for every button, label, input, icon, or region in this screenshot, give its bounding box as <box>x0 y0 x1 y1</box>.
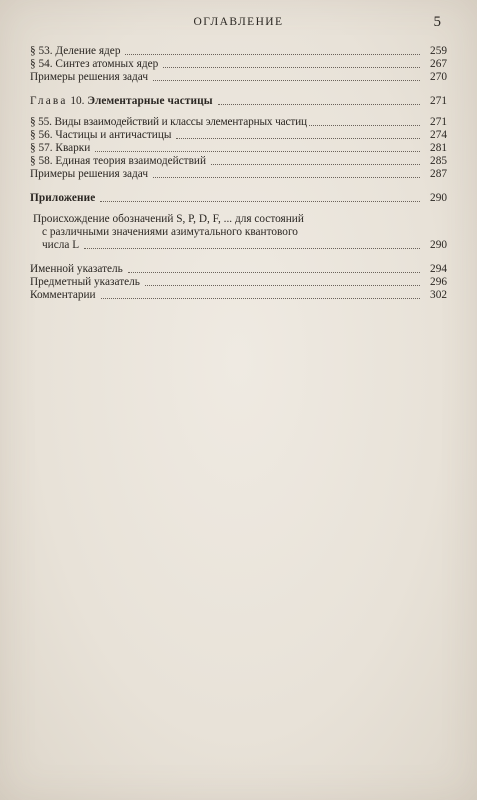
toc-comments <box>30 289 447 302</box>
toc-entry-page: 285 <box>430 155 447 167</box>
toc-entry-page: 294 <box>430 263 447 275</box>
appendix-heading: Приложение <box>30 192 96 204</box>
toc-appendix <box>30 192 447 205</box>
appendix-entry-line-2: с различными значениями азимутального квантового <box>42 226 298 238</box>
leader-dots <box>153 67 420 81</box>
toc-entry-label: Именной указатель <box>30 263 123 275</box>
leader-dots <box>309 112 420 126</box>
running-title: ОГЛАВЛЕНИЕ <box>193 16 284 28</box>
toc-entry-label: числа L <box>42 239 80 251</box>
toc-chapter-10 <box>30 95 447 108</box>
leader-dots <box>218 91 420 105</box>
toc-entry-label: Комментарии <box>30 289 96 301</box>
leader-dots <box>211 151 420 165</box>
toc-entry-page: 267 <box>430 58 447 70</box>
toc-entry-label: Примеры решения задач <box>30 71 149 83</box>
leader-dots <box>153 164 420 178</box>
appendix-entry-line-3 <box>30 239 447 252</box>
toc-entry-page: 274 <box>430 129 447 141</box>
toc-entry-label: § 54. Синтез атомных ядер <box>30 58 159 70</box>
leader-dots <box>100 188 420 202</box>
leader-dots <box>84 235 420 249</box>
toc-entry-label: § 57. Кварки <box>30 142 91 154</box>
leader-dots <box>95 138 420 152</box>
table-of-contents <box>30 45 447 302</box>
toc-entry-page: 290 <box>430 239 447 251</box>
toc-entry-label: Примеры решения задач <box>30 168 149 180</box>
chapter-prefix: Глава <box>30 95 68 107</box>
leader-dots <box>163 54 420 68</box>
leader-dots <box>128 259 420 273</box>
leader-dots <box>125 41 420 55</box>
toc-entry-label: § 56. Частицы и античастицы <box>30 129 172 141</box>
appendix-entry-line-1: Происхождение обозначений S, P, D, F, ... для состояний <box>33 213 304 225</box>
toc-entry-page: 302 <box>430 289 447 301</box>
toc-entry-examples-10 <box>30 168 447 181</box>
toc-entry-page: 271 <box>430 95 447 107</box>
toc-entry-label: § 53. Деление ядер <box>30 45 121 57</box>
chapter-heading <box>30 95 213 108</box>
toc-entry-label: § 58. Единая теория взаимодействий <box>30 155 207 167</box>
toc-entry-page: 287 <box>430 168 447 180</box>
toc-entry-label: Предметный указатель <box>30 276 140 288</box>
chapter-title: Элементарные частицы <box>87 95 213 107</box>
spacer <box>30 205 447 213</box>
page-header <box>0 14 477 34</box>
leader-dots <box>176 125 420 139</box>
toc-entry-page: 270 <box>430 71 447 83</box>
toc-entry-page: 290 <box>430 192 447 204</box>
leader-dots <box>145 272 420 286</box>
toc-entry-examples-9 <box>30 71 447 84</box>
toc-entry-page: 281 <box>430 142 447 154</box>
toc-entry-page: 296 <box>430 276 447 288</box>
page-number: 5 <box>433 14 441 30</box>
toc-entry-page: 259 <box>430 45 447 57</box>
toc-entry-label: § 55. Виды взаимодействий и классы элементарных частиц <box>30 116 307 128</box>
leader-dots <box>101 285 420 299</box>
toc-entry-page: 271 <box>430 116 447 128</box>
chapter-number: 10. <box>70 95 85 107</box>
